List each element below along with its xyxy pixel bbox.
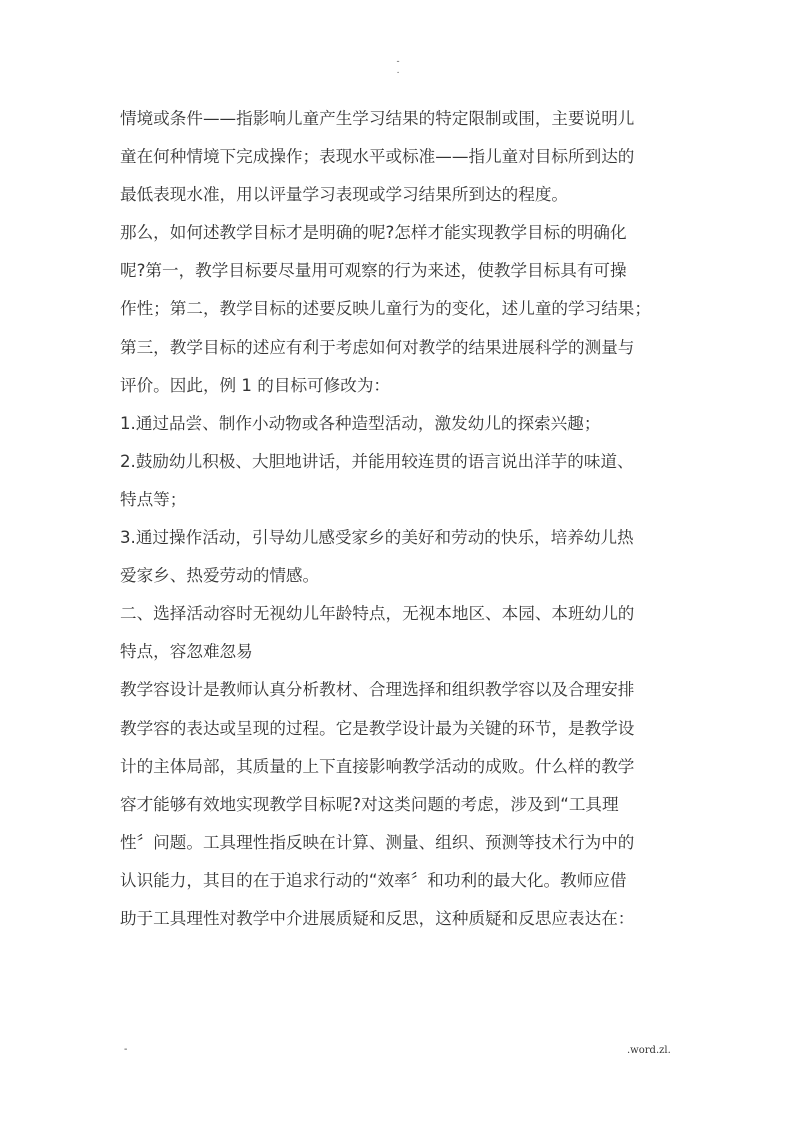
- text-line: 童在何种情境下完成操作；表现水平或标准——指儿童对目标所到达的: [120, 147, 635, 167]
- list-item-2: 2.鼓励幼儿积极、大胆地讲话，并能用较连贯的语言说出洋芋的味道、: [120, 451, 634, 471]
- text-line: 教学容设计是教师认真分析教材、合理选择和组织教学容以及合理安排: [120, 680, 635, 700]
- text-line: 助于工具理性对教学中介进展质疑和反思，这种质疑和反思应表达在：: [120, 908, 635, 928]
- section-heading-cont: 特点，容忽难忽易: [120, 642, 253, 662]
- text-line: 爱家乡、热爱劳动的情感。: [120, 566, 320, 586]
- text-line: 那么，如何述教学目标才是明确的呢?怎样才能实现教学目标的明确化: [120, 223, 627, 243]
- text-line: 性〞问题。工具理性指反映在计算、测量、组织、预测等技术行为中的: [120, 832, 635, 852]
- text-line: 计的主体局部，其质量的上下直接影响教学活动的成败。什么样的教学: [120, 756, 635, 776]
- text-line: 特点等；: [120, 489, 187, 509]
- text-line: 情境或条件——指影响儿童产生学习结果的特定限制或围，主要说明儿: [120, 109, 635, 128]
- header-mark-dash: -: [396, 57, 400, 67]
- section-heading: 二、选择活动容时无视幼儿年龄特点，无视本地区、本园、本班幼儿的: [120, 604, 635, 624]
- text-line: 容才能够有效地实现教学目标呢?对这类问题的考虑，涉及到“工具理: [120, 794, 619, 814]
- text-line: 呢?第一，教学目标要尽量用可观察的行为来述，使教学目标具有可操: [120, 261, 627, 281]
- page-header-mark: [390, 58, 406, 76]
- text-line: 教学容的表达或呈现的过程。它是教学设计最为关键的环节，是教学设: [120, 718, 635, 738]
- footer-left-mark: -: [124, 1044, 128, 1055]
- text-line: 最低表现水准，用以评量学习表现或学习结果所到达的程度。: [120, 185, 569, 205]
- text-line: 作性；第二，教学目标的述要反映儿童行为的变化，述儿童的学习结果；: [120, 299, 651, 319]
- text-line: 第三，教学目标的述应有利于考虑如何对教学的结果进展科学的测量与: [120, 337, 635, 357]
- footer-site-label: .word.zl.: [627, 1045, 671, 1056]
- document-body: [120, 100, 680, 938]
- header-mark-dot: .: [396, 66, 400, 76]
- list-item-3: 3.通过操作活动，引导幼儿感受家乡的美好和劳动的快乐，培养幼儿热: [120, 528, 634, 548]
- list-item-1: 1.通过品尝、制作小动物或各种造型活动，激发幼儿的探索兴趣；: [120, 413, 601, 433]
- text-line: 认识能力，其目的在于追求行动的“效率〞和功利的最大化。教师应借: [120, 870, 627, 890]
- text-line: 评价。因此，例 1 的目标可修改为：: [120, 375, 391, 395]
